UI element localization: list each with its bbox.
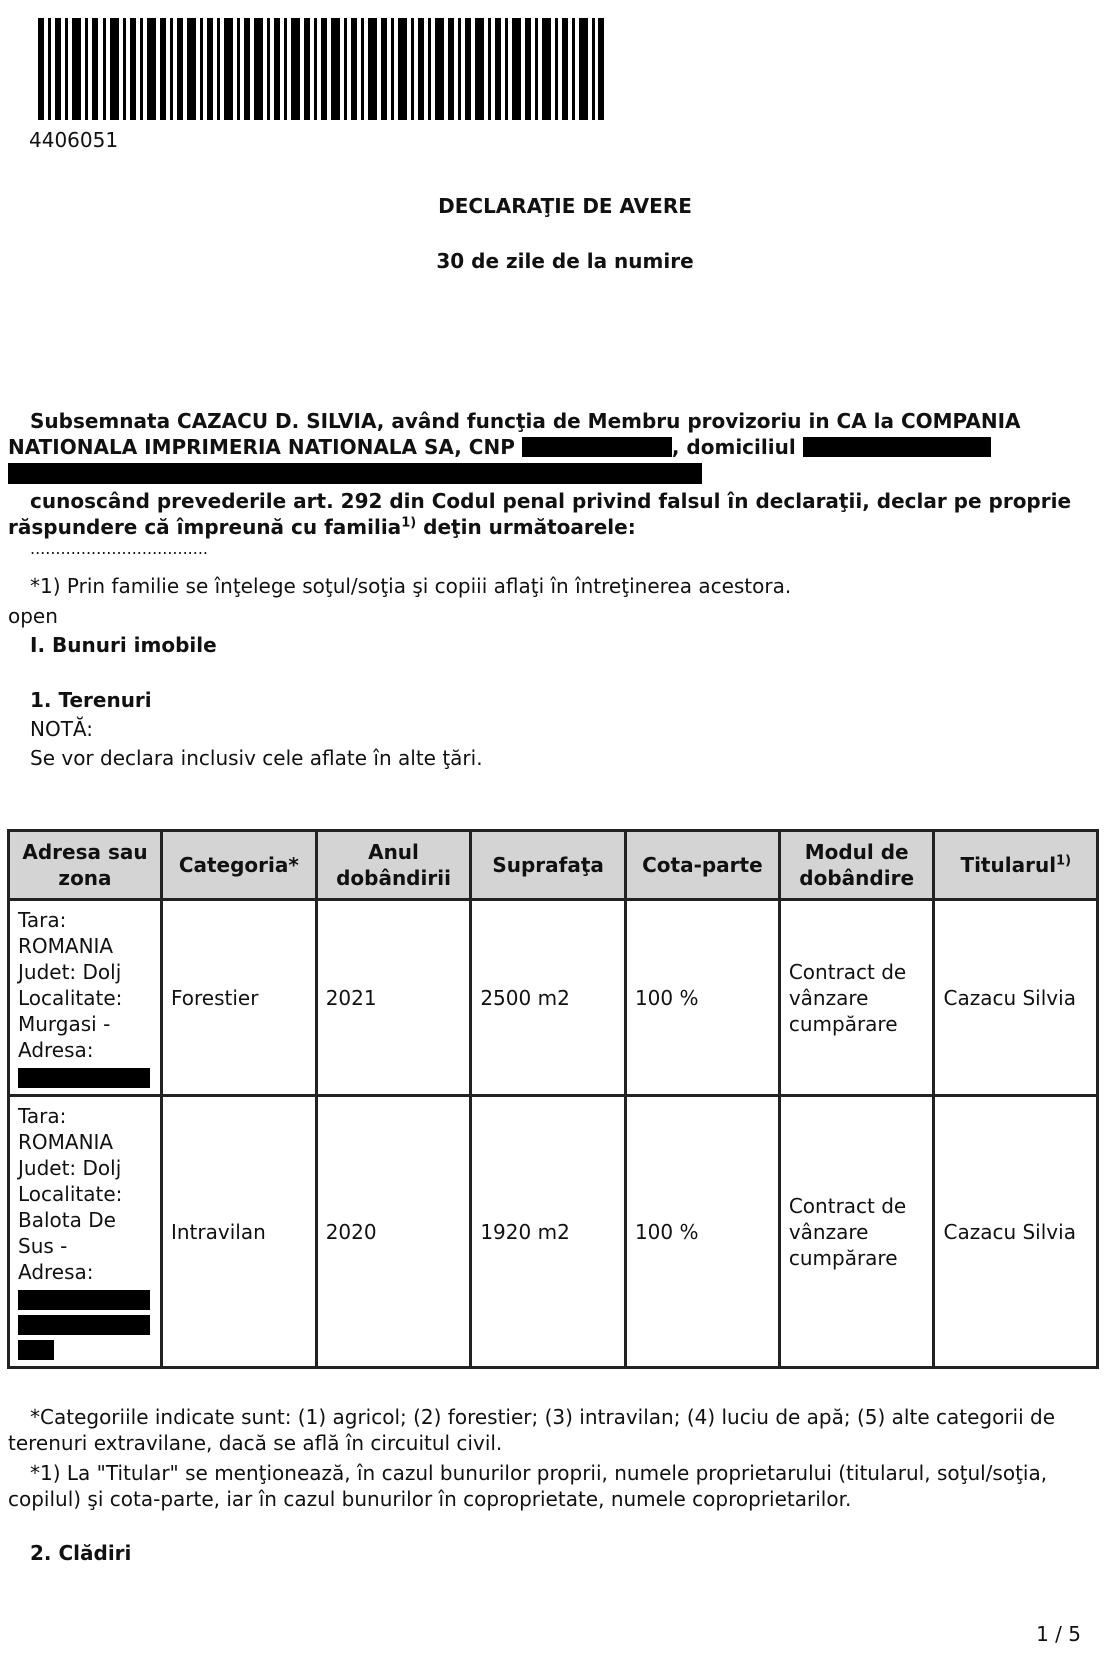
address-line: Localitate: bbox=[18, 1182, 123, 1206]
dotted-line: ................................... bbox=[30, 539, 209, 558]
subsection-heading-terenuri: 1. Terenuri bbox=[30, 688, 152, 712]
note-categories-text: *Categoriile indicate sunt: (1) agricol; (2) forestier; (3) intravilan; (4) luciu de apă; (5) alte categorii de terenuri extravilane, dacă se află în circuitul civil. bbox=[8, 1405, 1056, 1455]
redacted-address-line bbox=[8, 463, 702, 484]
note-holder bbox=[8, 1460, 1098, 1512]
cell-mode: Contract de vânzare cumpărare bbox=[779, 900, 934, 1096]
redacted-street bbox=[18, 1068, 150, 1088]
subsection-heading-cladiri: 2. Clădiri bbox=[30, 1541, 132, 1565]
column-header-mode: Modul de dobândire bbox=[779, 831, 934, 900]
redacted-street bbox=[18, 1340, 54, 1360]
holder-footnote-ref: 1) bbox=[1056, 853, 1072, 869]
column-header-category: Categoria* bbox=[161, 831, 316, 900]
address-line: Adresa: bbox=[18, 1038, 94, 1062]
intro-text-4: cunoscând prevederile art. 292 din Codul penal privind falsul în declaraţii, declar pe proprie bbox=[30, 489, 1072, 513]
cell-holder: Cazacu Silvia bbox=[934, 1096, 1098, 1368]
document-title: DECLARAŢIE DE AVERE bbox=[438, 194, 692, 218]
column-header-area: Suprafaţa bbox=[471, 831, 626, 900]
intro-text-5a: răspundere că împreună cu familia bbox=[8, 515, 402, 539]
open-label: open bbox=[8, 604, 58, 628]
cell-address bbox=[9, 900, 162, 1096]
intro-line-2 bbox=[8, 434, 1098, 460]
section-heading-bunuri-imobile: I. Bunuri imobile bbox=[30, 633, 217, 657]
table-header-row bbox=[9, 831, 1098, 900]
address-line: Adresa: bbox=[18, 1260, 94, 1284]
cell-share: 100 % bbox=[625, 1096, 779, 1368]
land-table bbox=[7, 829, 1099, 1369]
note-categories bbox=[8, 1404, 1098, 1456]
column-header-year: Anul dobândirii bbox=[316, 831, 471, 900]
cell-year: 2021 bbox=[316, 900, 471, 1096]
note-holder-text: *1) La "Titular" se menţionează, în cazul bunurilor proprii, numele proprietarului (titularul, soţul/soţia, copilul) şi cota-parte, iar în cazul bunurilor în coproprietate, numele coproprietarilor. bbox=[8, 1461, 1048, 1511]
address-line: ROMANIA bbox=[18, 1130, 114, 1154]
redacted-cnp bbox=[522, 437, 672, 457]
address-line: Balota De bbox=[18, 1208, 116, 1232]
redacted-street bbox=[18, 1315, 150, 1335]
nota-text: Se vor declara inclusiv cele aflate în alte ţări. bbox=[30, 746, 483, 770]
address-line: Murgasi - bbox=[18, 1012, 111, 1036]
table-row bbox=[9, 1096, 1098, 1368]
footnote-ref: 1) bbox=[401, 515, 417, 531]
cell-area: 1920 m2 bbox=[471, 1096, 626, 1368]
cell-category: Forestier bbox=[161, 900, 316, 1096]
address-line: Tara: bbox=[18, 908, 67, 932]
nota-label: NOTĂ: bbox=[30, 717, 93, 741]
intro-text-5b: deţin următoarele: bbox=[416, 515, 636, 539]
column-header-address: Adresa sau zona bbox=[9, 831, 162, 900]
page-number: 1 / 5 bbox=[1036, 1622, 1081, 1646]
intro-text-2a: NATIONALA IMPRIMERIA NATIONALA SA, CNP bbox=[8, 435, 515, 459]
address-line: Judet: Dolj bbox=[18, 1156, 122, 1180]
address-line: ROMANIA bbox=[18, 934, 114, 958]
column-header-share: Cota-parte bbox=[625, 831, 779, 900]
holder-header-text: Titularul bbox=[960, 853, 1057, 877]
table-row bbox=[9, 900, 1098, 1096]
cell-mode: Contract de vânzare cumpărare bbox=[779, 1096, 934, 1368]
address-line: Sus - bbox=[18, 1234, 68, 1258]
redacted-address bbox=[803, 437, 991, 457]
address-line: Localitate: bbox=[18, 986, 123, 1010]
cell-category: Intravilan bbox=[161, 1096, 316, 1368]
address-line: Tara: bbox=[18, 1104, 67, 1128]
intro-text-1: Subsemnata CAZACU D. SILVIA, având funcţia de Membru provizoriu in CA la COMPANIA bbox=[30, 409, 1021, 433]
cell-year: 2020 bbox=[316, 1096, 471, 1368]
document-subtitle: 30 de zile de la numire bbox=[436, 249, 694, 273]
cell-area: 2500 m2 bbox=[471, 900, 626, 1096]
document-id: 4406051 bbox=[29, 128, 119, 152]
cell-address bbox=[9, 1096, 162, 1368]
intro-line-4 bbox=[8, 488, 1098, 514]
footnote-family: *1) Prin familie se înţelege soţul/soţia şi copiii aflaţi în întreţinerea acestora. bbox=[30, 574, 792, 598]
column-header-holder bbox=[934, 831, 1098, 900]
barcode bbox=[38, 18, 604, 120]
intro-text-2b: , domiciliul bbox=[671, 435, 796, 459]
cell-share: 100 % bbox=[625, 900, 779, 1096]
intro-line-1 bbox=[8, 408, 1098, 434]
cell-holder: Cazacu Silvia bbox=[934, 900, 1098, 1096]
redacted-street bbox=[18, 1290, 150, 1310]
address-line: Judet: Dolj bbox=[18, 960, 122, 984]
